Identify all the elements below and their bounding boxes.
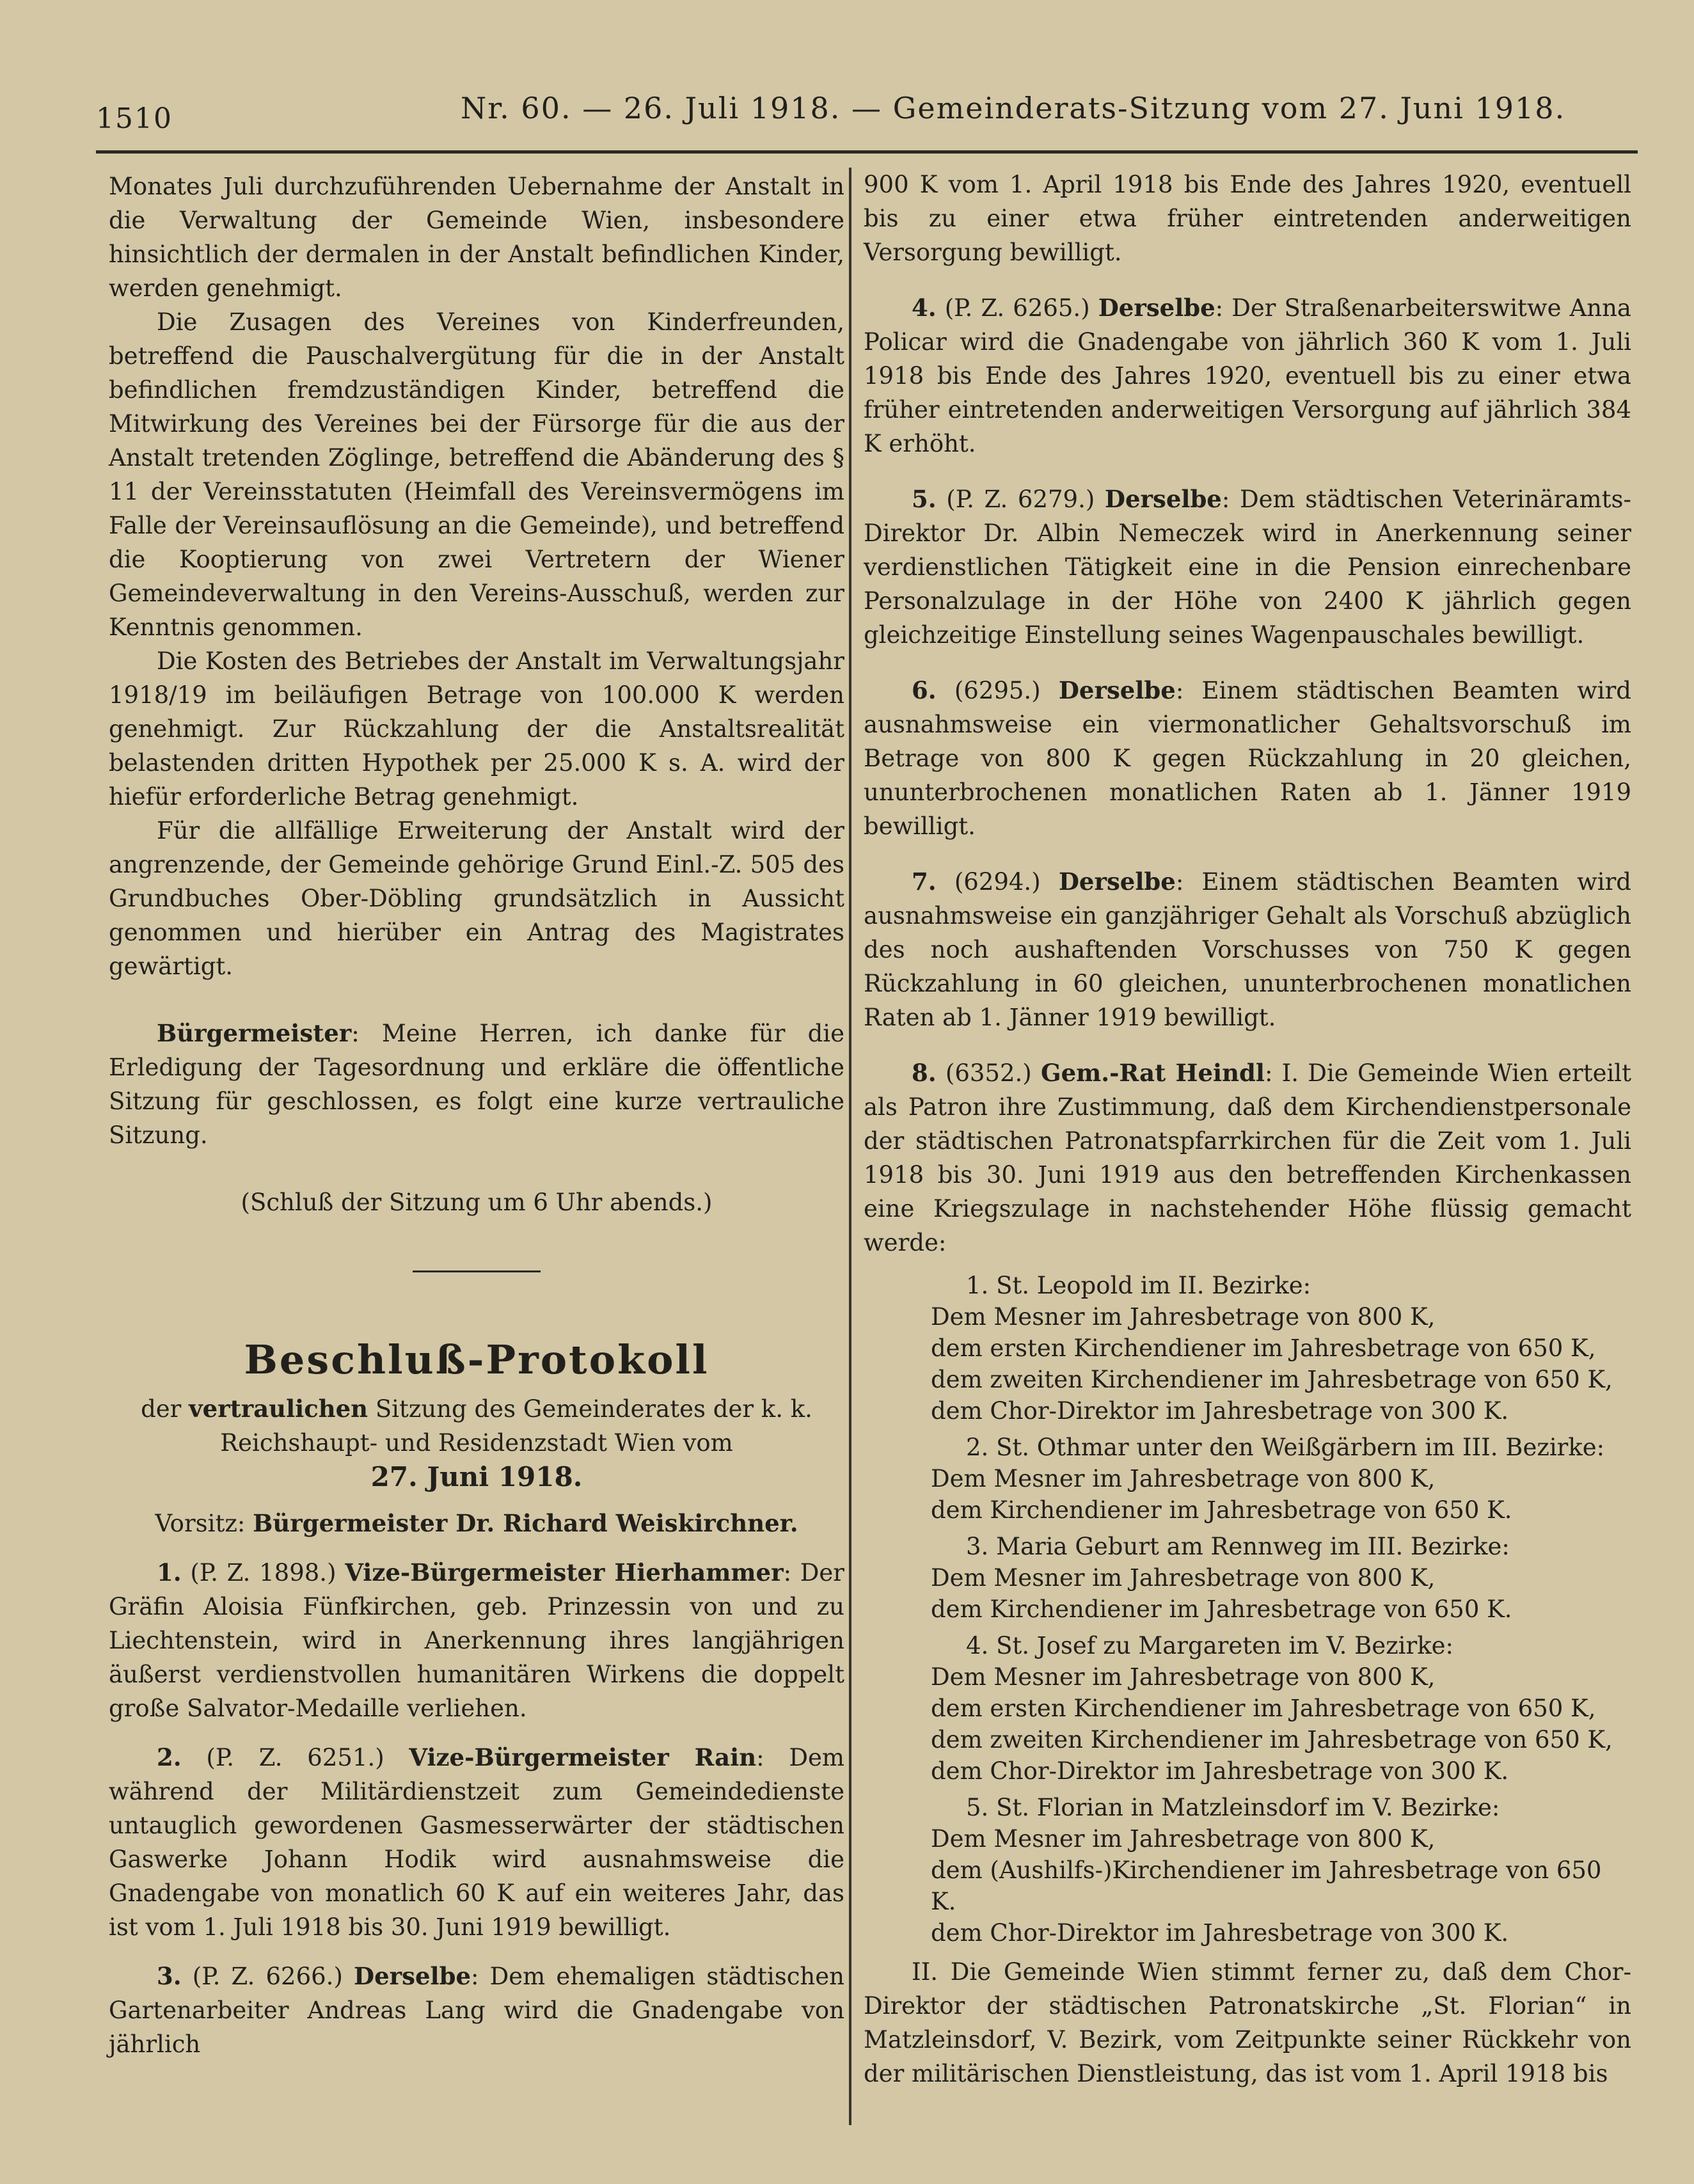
speaker-name: Derselbe	[1058, 867, 1176, 896]
item-number: 2.	[157, 1743, 182, 1771]
vorsitz-label: Vorsitz:	[155, 1510, 253, 1537]
church-heading: 3. Maria Geburt am Rennweg im III. Bezirke:	[966, 1533, 1510, 1560]
item-text: : Dem ehemaligen städtischen Gartenarbeiter Andreas Lang wird die Gnadengabe von jährlich	[109, 1963, 844, 2058]
item-reference: (P. Z. 6251.)	[181, 1744, 409, 1771]
running-head: Nr. 60. — 26. Juli 1918. — Gemeinderats-Sitzung vom 27. Juni 1918.	[461, 91, 1566, 125]
resolution-item-5	[864, 482, 1631, 652]
resolution-item-3	[109, 1959, 844, 2061]
allowance-line: dem Chor-Direktor im Jahresbetrage von 300 K.	[931, 1397, 1509, 1425]
church-heading: 4. St. Josef zu Margareten im V. Bezirke:	[966, 1632, 1453, 1659]
item-reference: (P. Z. 6279.)	[936, 486, 1105, 513]
subtitle-text: Sitzung des Gemeinderates der k. k. Reichshaupt- und Residenzstadt Wien vom	[220, 1395, 812, 1457]
paragraph: Monates Juli durchzuführenden Uebernahme der Anstalt in die Verwaltung der Gemeinde Wien, insbesondere hinsichtlich der dermalen in der Anstalt befindlichen Kinder, werden genehmigt.	[109, 173, 844, 302]
protokoll-date: 27. Juni 1918.	[370, 1461, 583, 1492]
allowance-line: dem ersten Kirchendiener im Jahresbetrage von 650 K,	[931, 1695, 1596, 1722]
left-column	[109, 170, 844, 2061]
church-list	[931, 1270, 1631, 1949]
allowance-line: dem zweiten Kirchendiener im Jahresbetrage von 650 K,	[931, 1726, 1613, 1753]
allowance-line: dem Kirchendiener im Jahresbetrage von 650 K.	[931, 1496, 1512, 1524]
allowance-line: Dem Mesner im Jahresbetrage von 800 K,	[931, 1663, 1436, 1691]
statement-text: : Meine Herren, ich danke für die Erledigung der Tagesordnung und erkläre die öffentliche Sitzung für geschlossen, es folgt eine kurze vertrauliche Sitzung.	[109, 1020, 844, 1149]
church-entry	[931, 1792, 1631, 1949]
page-number: 1510	[96, 102, 173, 135]
item-text: : Der Gräfin Aloisia Fünfkirchen, geb. Prinzessin von und zu Liechtenstein, wird in Anerkennung ihres langjährigen äußerst verdienstvollen humanitären Wirkens die doppelt große Salvator-Medaille verliehen.	[109, 1559, 844, 1722]
item-reference: (P. Z. 1898.)	[181, 1559, 345, 1587]
session-end-note: (Schluß der Sitzung um 6 Uhr abends.)	[241, 1189, 713, 1216]
header-rule	[96, 150, 1638, 154]
vorsitz-name: Bürgermeister Dr. Richard Weiskirchner.	[253, 1509, 798, 1537]
item-reference: (6352.)	[936, 1059, 1041, 1087]
item-number: 5.	[912, 485, 937, 513]
resolution-item-1	[109, 1556, 844, 1725]
item-number: 6.	[912, 676, 937, 704]
protokoll-title: Beschluß-Protokoll	[244, 1336, 709, 1383]
church-heading: 5. St. Florian in Matzleinsdorf im V. Bezirke:	[966, 1794, 1500, 1821]
church-entry	[931, 1432, 1631, 1526]
resolution-item-8	[864, 1056, 1631, 1260]
subtitle-emphasis: vertraulichen	[189, 1395, 368, 1423]
speaker-name: Vize-Bürgermeister Hierhammer	[345, 1558, 784, 1587]
resolution-item-4	[864, 291, 1631, 461]
item-text: : I. Die Gemeinde Wien erteilt als Patron ihre Zustimmung, daß dem Kirchendienstpersonale der städtischen Patronatspfarrkirchen für die Zeit vom 1. Juli 1918 bis 30. Juni 1919 aus den betreffenden Kirchenkassen eine Kriegszulage in nachstehender Höhe flüssig gemacht werde:	[864, 1059, 1632, 1256]
subtitle-text: der	[141, 1395, 189, 1423]
church-entry	[931, 1531, 1631, 1625]
vorsitz-line	[109, 1507, 844, 1540]
item-text: : Dem während der Militärdienstzeit zum Gemeindedienste untauglich gewordenen Gasmesserwärter der städtischen Gaswerke Johann Hodik wird ausnahmsweise die Gnadengabe von monatlich 60 K auf ein weiteres Jahr, das ist vom 1. Juli 1918 bis 30. Juni 1919 bewilligt.	[109, 1744, 844, 1941]
item-text: : Einem städtischen Beamten wird ausnahmsweise ein viermonatlicher Gehaltsvorschuß im Betrage von 800 K gegen Rückzahlung in 20 gleichen, ununterbrochenen monatlichen Raten ab 1. Jänner 1919 bewilligt.	[864, 677, 1631, 840]
speaker-name: Derselbe	[1098, 294, 1215, 322]
speaker-name: Vize-Bürgermeister Rain	[409, 1743, 757, 1771]
item-text: : Einem städtischen Beamten wird ausnahmsweise ein ganzjähriger Gehalt als Vorschuß abzüglich des noch aushaftenden Vorschusses von 750 K gegen Rückzahlung in 60 gleichen, ununterbrochenen monatlichen Raten ab 1. Jänner 1919 bewilligt.	[864, 868, 1631, 1031]
church-entry	[931, 1270, 1631, 1427]
paragraph: Die Kosten des Betriebes der Anstalt im Verwaltungsjahr 1918/19 im beiläufigen Betrage von 100.000 K werden genehmigt. Zur Rückzahlung der die Anstaltsrealität belastenden dritten Hypothek per 25.000 K s. A. wird der hiefür erforderliche Betrag genehmigt.	[109, 647, 844, 811]
page-header	[96, 83, 1663, 141]
allowance-line: Dem Mesner im Jahresbetrage von 800 K,	[931, 1303, 1436, 1331]
item-number: 7.	[912, 867, 937, 896]
item-reference: (P. Z. 6266.)	[181, 1963, 354, 1990]
paragraph: 900 K vom 1. April 1918 bis Ende des Jahres 1920, eventuell bis zu einer etwa früher eintretenden anderweitigen Versorgung bewilligt.	[864, 171, 1631, 266]
item-reference: (P. Z. 6265.)	[936, 294, 1098, 322]
church-entry	[931, 1630, 1631, 1787]
column-divider	[849, 168, 851, 2125]
resolution-item-7	[864, 865, 1631, 1034]
allowance-line: dem Kirchendiener im Jahresbetrage von 650 K.	[931, 1595, 1512, 1623]
item-number: 1.	[157, 1558, 182, 1587]
resolution-item-2	[109, 1741, 844, 1944]
speaker-name: Derselbe	[354, 1962, 471, 1990]
speaker-name: Derselbe	[1104, 485, 1222, 513]
paragraph: Die Zusagen des Vereines von Kinderfreunden, betreffend die Pauschalvergütung für die in der Anstalt befindlichen fremdzuständigen Kinder, betreffend die Mitwirkung des Vereines bei der Fürsorge für die aus der Anstalt tretenden Zöglinge, betreffend die Abänderung des § 11 der Vereinsstatuten (Heimfall des Vereinsvermögens im Falle der Vereinsauflösung an die Gemeinde), und betreffend die Kooptierung von zwei Vertretern der Wiener Gemeindeverwaltung in den Vereins-Ausschuß, werden zur Kenntnis genommen.	[109, 308, 844, 641]
right-column	[864, 168, 1631, 2091]
resolution-item-6	[864, 674, 1631, 843]
item-number: 8.	[912, 1059, 937, 1087]
closing-statement	[109, 1017, 844, 1152]
section-divider	[413, 1270, 541, 1272]
speaker-name: Bürgermeister	[157, 1019, 352, 1047]
allowance-line: Dem Mesner im Jahresbetrage von 800 K,	[931, 1825, 1436, 1853]
item-reference: (6294.)	[936, 868, 1059, 896]
item-number: 4.	[912, 294, 937, 322]
allowance-line: Dem Mesner im Jahresbetrage von 800 K,	[931, 1465, 1436, 1492]
allowance-line: dem ersten Kirchendiener im Jahresbetrage von 650 K,	[931, 1334, 1596, 1362]
allowance-line: dem (Aushilfs-)Kirchendiener im Jahresbetrage von 650 K.	[931, 1856, 1602, 1915]
item-text: : Der Straßenarbeiterswitwe Anna Policar wird die Gnadengabe von jährlich 360 K vom 1. Juli 1918 bis Ende des Jahres 1920, eventuell bis zu einer etwa früher eintretenden anderweitigen Versorgung auf jährlich 384 K erhöht.	[864, 294, 1631, 457]
paragraph: II. Die Gemeinde Wien stimmt ferner zu, daß dem Chor-Direktor der städtischen Patronatskirche „St. Florian“ in Matzleinsdorf, V. Bezirk, vom Zeitpunkte seiner Rückkehr von der militärischen Dienstleistung, das ist vom 1. April 1918 bis	[864, 1958, 1631, 2087]
allowance-line: dem Chor-Direktor im Jahresbetrage von 300 K.	[931, 1757, 1509, 1785]
item-number: 3.	[157, 1962, 182, 1990]
item-reference: (6295.)	[936, 677, 1059, 704]
paragraph: Für die allfällige Erweiterung der Anstalt wird der angrenzende, der Gemeinde gehörige Grund Einl.-Z. 505 des Grundbuches Ober-Döbling grundsätzlich in Aussicht genommen und hierüber ein Antrag des Magistrates gewärtigt.	[109, 817, 844, 980]
allowance-line: dem Chor-Direktor im Jahresbetrage von 300 K.	[931, 1919, 1509, 1947]
allowance-line: Dem Mesner im Jahresbetrage von 800 K,	[931, 1564, 1436, 1592]
speaker-name: Derselbe	[1058, 676, 1176, 704]
church-heading: 2. St. Othmar unter den Weißgärbern im III. Bezirke:	[966, 1434, 1605, 1461]
protokoll-subtitle	[109, 1392, 844, 1460]
speaker-name: Gem.-Rat Heindl	[1040, 1059, 1265, 1087]
item-text: : Dem städtischen Veterinäramts-Direktor Dr. Albin Nemeczek wird in Anerkennung seiner verdienstlichen Tätigkeit eine in die Pension einrechenbare Personalzulage in der Höhe von 2400 K jährlich gegen gleichzeitige Einstellung seines Wagenpauschales bewilligt.	[864, 486, 1631, 649]
church-heading: 1. St. Leopold im II. Bezirke:	[966, 1272, 1311, 1299]
allowance-line: dem zweiten Kirchendiener im Jahresbetrage von 650 K,	[931, 1366, 1613, 1393]
